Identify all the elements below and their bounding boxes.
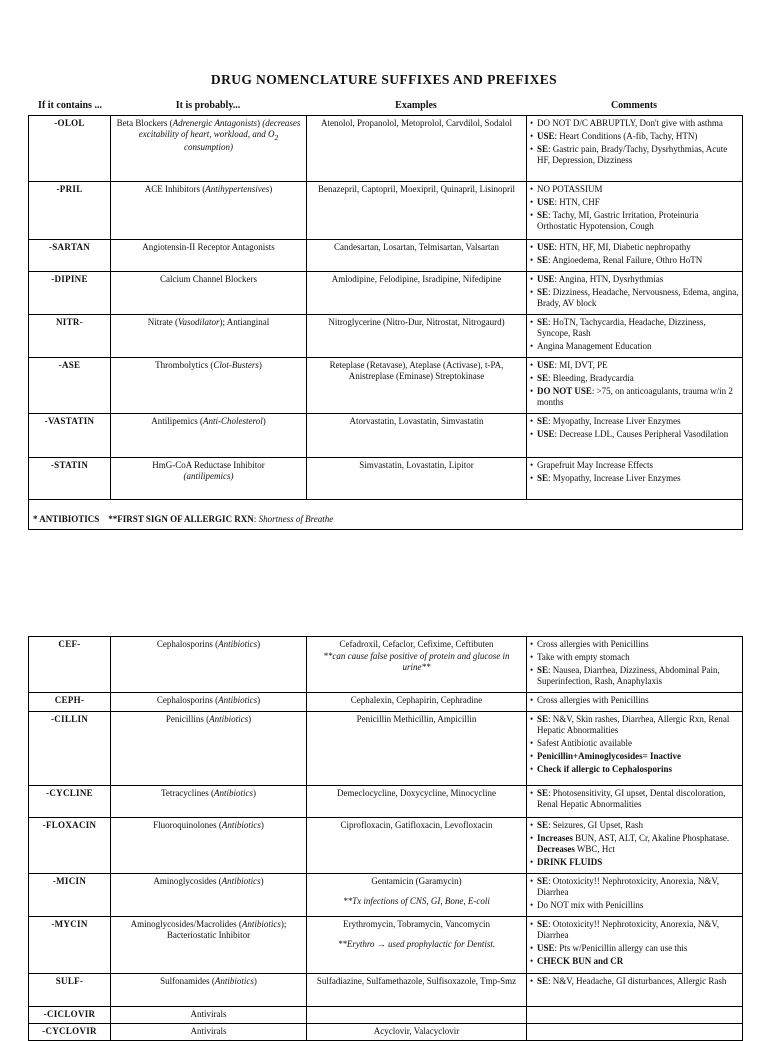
comment-item <box>530 900 739 911</box>
comment-item <box>530 943 739 954</box>
comment-text: : N&V, Headache, GI disturbances, Allergic Rash <box>548 975 727 986</box>
comment-keyword: SE <box>537 787 549 798</box>
comment-text: : Dizziness, Headache, Nervousness, Edema, angina, Brady, AV block <box>537 286 739 308</box>
comment-text: : Photosensitivity, GI upset, Dental discoloration, Renal Hepatic Abnormalities <box>537 787 726 809</box>
probably-text: Antilipemics ( <box>151 415 204 426</box>
comment-item <box>530 751 739 762</box>
table-row <box>29 182 743 240</box>
comments-list <box>530 820 739 868</box>
comment-keyword: USE <box>537 428 555 439</box>
suffix-cell: CEPH- <box>29 692 111 711</box>
comments-list <box>530 242 739 266</box>
suffix-cell: NITR- <box>29 314 111 357</box>
comment-text: : Myopathy, Increase Liver Enzymes <box>548 472 681 483</box>
comments-cell <box>527 457 743 499</box>
probably-text: Tetracyclines ( <box>160 787 215 798</box>
comment-text: Cross allergies with Penicillins <box>537 639 649 649</box>
examples-text: Atorvastatin, Lovastatin, Simvastatin <box>349 415 484 426</box>
comments-list <box>530 876 739 911</box>
comment-item <box>530 144 739 166</box>
examples-note: **Erythro → used prophylactic for Dentist. <box>337 938 496 949</box>
probably-text: Aminoglycosides ( <box>153 875 222 886</box>
table-row <box>29 1023 743 1040</box>
suffix-cell: -CILLIN <box>29 711 111 785</box>
examples-cell <box>307 973 527 1006</box>
comment-keyword: SE <box>537 472 549 483</box>
table-row <box>29 817 743 873</box>
probably-text: Vasodilator <box>177 316 220 327</box>
examples-text: Sulfadiazine, Sulfamethazole, Sulfisoxazole, Tmp-Smz <box>316 975 517 986</box>
comments-cell <box>527 873 743 916</box>
comment-keyword: DO NOT USE <box>537 385 592 396</box>
comment-keyword: Increases <box>537 832 573 843</box>
comment-keyword: SE <box>537 372 549 383</box>
comment-keyword: USE <box>537 273 555 284</box>
comment-item <box>530 976 739 987</box>
suffix-cell: -PRIL <box>29 182 111 240</box>
probably-text: Nitrate ( <box>147 316 178 327</box>
suffix-cell: -STATIN <box>29 457 111 499</box>
comments-list <box>530 788 739 810</box>
examples-cell <box>307 817 527 873</box>
suffix-cell: SULF- <box>29 973 111 1006</box>
examples-cell <box>307 785 527 817</box>
comment-keyword: USE <box>537 130 555 141</box>
examples-text: Nitroglycerine (Nitro-Dur, Nitrostat, Nitrogaurd) <box>328 316 505 327</box>
probably-text: Adrenergic Antagonists <box>172 118 257 128</box>
comments-list <box>530 360 739 408</box>
probably-text: ); Bacteriostatic Inhibitor <box>166 918 287 940</box>
probably-text: Penicillins ( <box>165 713 210 724</box>
comment-keyword: SE <box>537 415 549 426</box>
comment-text: : MI, DVT, PE <box>554 359 608 370</box>
comment-item <box>530 652 739 663</box>
probably-text: ) <box>258 359 262 370</box>
comment-text: : Seizures, GI Upset, Rash <box>548 819 643 830</box>
probably-text: ) <box>269 184 273 194</box>
comments-cell <box>527 271 743 314</box>
comment-keyword: SE <box>537 819 549 830</box>
probably-text: ) <box>262 415 266 426</box>
comment-item <box>530 242 739 253</box>
comment-item <box>530 695 739 706</box>
examples-cell <box>307 240 527 272</box>
comment-keyword: USE <box>537 196 555 207</box>
comments-list <box>530 317 739 352</box>
examples-cell <box>307 116 527 182</box>
comment-keyword: CHECK BUN and CR <box>537 955 624 966</box>
comment-text: Do NOT mix with Penicillins <box>537 899 644 910</box>
table-row <box>29 240 743 272</box>
comment-item <box>530 738 739 749</box>
examples-cell <box>307 457 527 499</box>
comment-keyword: USE <box>537 242 555 252</box>
probably-text: Antibiotics <box>209 713 249 724</box>
header-contains: If it contains ... <box>38 100 102 111</box>
probably-text: ) <box>253 975 257 986</box>
comment-item <box>530 255 739 266</box>
antibiotics-note <box>29 499 743 529</box>
probably-cell <box>111 271 307 314</box>
examples-text: Demeclocycline, Doxycycline, Minocycline <box>337 787 496 798</box>
comment-keyword: SE <box>537 316 549 327</box>
comment-item <box>530 876 739 898</box>
comments-cell <box>527 116 743 182</box>
comment-keyword: DRINK FLUIDS <box>537 856 603 867</box>
comment-item <box>530 386 739 408</box>
probably-text: Calcium Channel Blockers <box>160 273 257 284</box>
examples-cell <box>307 1006 527 1023</box>
comment-keyword: Penicillin+Aminoglycosides= Inactive <box>537 750 682 761</box>
examples-text: Amlodipine, Felodipine, Isradipine, Nifedipine <box>331 273 502 284</box>
table-row <box>29 314 743 357</box>
comment-item <box>530 184 739 195</box>
probably-cell <box>111 785 307 817</box>
comments-cell <box>527 637 743 693</box>
comment-text: Take with empty stomach <box>537 651 630 662</box>
suffix-cell: -MICIN <box>29 873 111 916</box>
comment-item <box>530 820 739 831</box>
probably-cell <box>111 873 307 916</box>
examples-cell <box>307 916 527 973</box>
comment-text: : HTN, HF, MI, Diabetic nephropathy <box>554 242 691 252</box>
suffix-cell: -OLOL <box>29 116 111 182</box>
examples-text: Reteplase (Retavase), Ateplase (Activase), t-PA, Anistreplase (Eminase) Streptokinase <box>329 359 504 381</box>
examples-text: Benazepril, Captopril, Moexipril, Quinapril, Lisinopril <box>318 184 515 194</box>
comment-text: : N&V, Skin rashes, Diarrhea, Allergic Rxn, Renal Hepatic Abnormalities <box>537 713 730 735</box>
comments-list <box>530 976 739 987</box>
probably-cell <box>111 817 307 873</box>
probably-text: 2 <box>274 132 279 142</box>
comment-text: Angina Management Education <box>537 340 652 351</box>
comments-cell <box>527 314 743 357</box>
examples-cell <box>307 271 527 314</box>
comment-item <box>530 473 739 484</box>
comment-text: : Ototoxicity!! Nephrotoxicity, Anorexia, N&V, Diarrhea <box>537 918 719 940</box>
table-row <box>29 116 743 182</box>
probably-text: ) <box>260 875 264 886</box>
comment-keyword: SE <box>537 254 549 265</box>
comment-keyword: USE <box>537 942 555 953</box>
comments-cell <box>527 240 743 272</box>
comments-cell <box>527 785 743 817</box>
comment-item <box>530 857 739 868</box>
probably-text: ) <box>260 819 264 830</box>
header-comments: Comments <box>610 100 658 111</box>
probably-text: HmG-CoA Reductase Inhibitor <box>152 459 265 470</box>
probably-text: Antivirals <box>190 1025 227 1036</box>
probably-text: ACE Inhibitors ( <box>144 184 206 194</box>
comment-item <box>530 118 739 129</box>
probably-text: Aminoglycosides/Macrolides ( <box>130 918 242 929</box>
probably-text: Angiotensin-II Receptor Antagonists <box>142 242 275 252</box>
table-row <box>29 1006 743 1023</box>
comment-text: BUN, AST, ALT, Cr, Akaline Phosphatase. <box>572 832 730 843</box>
probably-text: Anti-Cholesterol <box>203 415 263 426</box>
comment-item <box>530 919 739 941</box>
comment-text: : HTN, CHF <box>554 196 600 207</box>
examples-cell <box>307 413 527 457</box>
comment-text: : Pts w/Penicillin allergy can use this <box>554 942 688 953</box>
comments-cell <box>527 817 743 873</box>
comment-keyword: SE <box>537 918 549 929</box>
probably-cell <box>111 182 307 240</box>
examples-text: Simvastatin, Lovastatin, Lipitor <box>359 459 474 470</box>
comment-keyword: SE <box>537 209 549 220</box>
comment-text: : Angioedema, Renal Failure, Othro HoTN <box>548 254 703 265</box>
probably-text: Sulfonamides ( <box>160 975 215 986</box>
examples-cell <box>307 314 527 357</box>
allergic-rxn-label: **FIRST SIGN OF ALLERGIC RXN <box>108 513 254 524</box>
comment-item <box>530 460 739 471</box>
probably-text: Antibiotics <box>218 639 258 649</box>
comments-list <box>530 416 739 440</box>
comment-item <box>530 833 739 855</box>
comments-cell <box>527 973 743 1006</box>
examples-text: Cephalexin, Cephapirin, Cephradine <box>350 694 483 705</box>
comment-item <box>530 764 739 775</box>
comments-cell <box>527 1023 743 1040</box>
comment-item <box>530 714 739 736</box>
probably-cell <box>111 1023 307 1040</box>
suffix-cell: -CYCLINE <box>29 785 111 817</box>
probably-cell <box>111 116 307 182</box>
probably-cell <box>111 413 307 457</box>
comment-item <box>530 956 739 967</box>
comment-text: : Heart Conditions (A-fib, Tachy, HTN) <box>554 130 698 141</box>
table-row <box>29 271 743 314</box>
table-row <box>29 873 743 916</box>
comment-keyword: USE <box>537 359 555 370</box>
drug-table-cardiac <box>28 115 743 530</box>
allergic-rxn-sign: Shortness of Breathe <box>258 513 334 524</box>
comment-text: : Gastric pain, Brady/Tachy, Dysrhythmias, Acute HF, Depression, Dizziness <box>537 143 728 165</box>
probably-text: Antibiotics <box>241 918 281 929</box>
table-row <box>29 637 743 693</box>
table-row <box>29 457 743 499</box>
probably-text: Antibiotics <box>214 787 254 798</box>
examples-text: Atenolol, Propanolol, Metoprolol, Carvdilol, Sodalol <box>321 118 512 128</box>
table-row <box>29 357 743 413</box>
comment-item <box>530 317 739 339</box>
examples-text: Erythromycin, Tobramycin, Vancomycin <box>342 918 490 929</box>
probably-cell <box>111 711 307 785</box>
probably-text: Cephalosporins ( <box>156 694 219 705</box>
comment-item <box>530 639 739 650</box>
table-row <box>29 692 743 711</box>
comment-item <box>530 788 739 810</box>
comments-cell <box>527 1006 743 1023</box>
examples-cell <box>307 357 527 413</box>
comments-cell <box>527 692 743 711</box>
examples-cell <box>307 711 527 785</box>
probably-cell <box>111 692 307 711</box>
comment-keyword: SE <box>537 713 549 724</box>
suffix-cell: -ASE <box>29 357 111 413</box>
examples-note: **Tx infections of CNS, GI, Bone, E-coli <box>343 895 490 906</box>
probably-text: ) <box>257 639 261 649</box>
examples-text: Candesartan, Losartan, Telmisartan, Valsartan <box>334 242 499 252</box>
table-row <box>29 973 743 1006</box>
probably-text: Antibiotics <box>221 875 261 886</box>
examples-cell <box>307 182 527 240</box>
table-row <box>29 413 743 457</box>
comment-text: : Bleeding, Bradycardia <box>548 372 634 383</box>
suffix-cell: -FLOXACIN <box>29 817 111 873</box>
probably-cell <box>111 916 307 973</box>
comment-item <box>530 416 739 427</box>
comment-text: : Ototoxicity!! Nephrotoxicity, Anorexia, N&V, Diarrhea <box>537 875 719 897</box>
probably-cell <box>111 973 307 1006</box>
comments-list <box>530 460 739 484</box>
comment-item <box>530 360 739 371</box>
comment-keyword: Decreases <box>537 843 575 854</box>
suffix-cell: -VASTATIN <box>29 413 111 457</box>
probably-text: Antibiotics <box>221 819 261 830</box>
comments-list <box>530 695 739 706</box>
comment-text: Grapefruit May Increase Effects <box>537 459 654 470</box>
comment-item <box>530 373 739 384</box>
comment-item <box>530 665 739 687</box>
examples-text: Penicillin Methicillin, Ampicillin <box>356 713 477 724</box>
comment-text: : >75, on anticoagulants, trauma w/in 2 months <box>537 385 733 407</box>
comment-keyword: SE <box>537 664 549 675</box>
suffix-cell: -SARTAN <box>29 240 111 272</box>
comment-text: WBC, Hct <box>574 843 615 854</box>
comment-text: : Angina, HTN, Dysrhythmias <box>554 273 664 284</box>
examples-note: **can cause false positive of protein and glucose in urine** <box>323 650 510 672</box>
probably-text: ) <box>257 694 261 705</box>
comment-keyword: Check if allergic to Cephalosporins <box>537 763 672 774</box>
probably-cell <box>111 357 307 413</box>
probably-text: Fluoroquinolones ( <box>153 819 222 830</box>
probably-text: ) <box>257 118 263 128</box>
comment-text: Safest Antibiotic available <box>537 737 632 748</box>
suffix-cell: CEF- <box>29 637 111 693</box>
comment-item <box>530 131 739 142</box>
header-probably: It is probably... <box>175 100 241 111</box>
comment-keyword: SE <box>537 143 549 154</box>
probably-text: ) <box>248 713 252 724</box>
antibiotics-note-row <box>29 499 743 529</box>
suffix-cell: -MYCIN <box>29 916 111 973</box>
comment-item <box>530 429 739 440</box>
table-row <box>29 711 743 785</box>
comments-cell <box>527 182 743 240</box>
comment-item <box>530 287 739 309</box>
probably-text: consumption) <box>184 141 233 152</box>
comment-item <box>530 197 739 208</box>
examples-cell <box>307 692 527 711</box>
comments-list <box>530 118 739 166</box>
probably-text: Antivirals <box>190 1008 227 1019</box>
probably-cell <box>111 314 307 357</box>
comment-text: Cross allergies with Penicillins <box>537 694 649 705</box>
comments-cell <box>527 711 743 785</box>
comment-text: : Myopathy, Increase Liver Enzymes <box>548 415 681 426</box>
probably-cell <box>111 240 307 272</box>
suffix-cell: -DIPINE <box>29 271 111 314</box>
comments-list <box>530 274 739 309</box>
allergic-rxn-colon: : <box>253 513 259 524</box>
comments-cell <box>527 413 743 457</box>
probably-text: Thrombolytics ( <box>155 359 214 370</box>
probably-text: Clot-Busters <box>213 359 259 370</box>
comment-keyword: SE <box>537 286 549 297</box>
suffix-cell: -CICLOVIR <box>29 1006 111 1023</box>
probably-text: (decreases excitability of heart, workload, and O <box>138 118 301 139</box>
comment-text: NO POTASSIUM <box>537 184 603 194</box>
examples-text: Acyclovir, Valacyclovir <box>373 1025 460 1036</box>
examples-text: Ciprofloxacin, Gatifloxacin, Levofloxacin <box>340 819 493 830</box>
table-row <box>29 916 743 973</box>
probably-cell <box>111 1006 307 1023</box>
probably-text: Antihypertensives <box>205 184 270 194</box>
examples-text: Cefadroxil, Cefaclor, Cefixime, Ceftibuten <box>339 639 494 649</box>
probably-text: ) <box>253 787 257 798</box>
comment-text: : Nausea, Diarrhea, Dizziness, Abdominal Pain, Superinfection, Rash, Anaphylaxis <box>537 664 720 686</box>
comments-cell <box>527 916 743 973</box>
comment-item <box>530 341 739 352</box>
examples-cell <box>307 637 527 693</box>
comments-list <box>530 919 739 967</box>
comments-list <box>530 639 739 687</box>
table-row <box>29 785 743 817</box>
probably-text: Cephalosporins ( <box>156 639 219 649</box>
examples-cell <box>307 873 527 916</box>
comment-keyword: SE <box>537 975 549 986</box>
comment-text: : HoTN, Tachycardia, Headache, Dizziness, Syncope, Rash <box>537 316 706 338</box>
header-examples: Examples <box>395 100 437 111</box>
examples-text: Gentamicin (Garamycin) <box>371 875 462 886</box>
comments-list <box>530 184 739 232</box>
comment-text: DO NOT D/C ABRUPTLY, Don't give with asthma <box>537 118 723 128</box>
comments-cell <box>527 357 743 413</box>
comment-item <box>530 210 739 232</box>
comment-text: : Tachy, MI, Gastric Irritation, Proteinuria Orthostatic Hypotension, Cough <box>537 209 699 231</box>
antibiotics-label: * ANTIBIOTICS <box>33 513 100 524</box>
document-title: DRUG NOMENCLATURE SUFFIXES AND PREFIXES <box>210 72 558 87</box>
probably-cell <box>111 637 307 693</box>
drug-table-antibiotics <box>28 636 743 1041</box>
probably-text: ); Antianginal <box>219 316 270 327</box>
examples-cell <box>307 1023 527 1040</box>
probably-text: (antilipemics) <box>183 470 234 481</box>
comment-text: : Decrease LDL, Causes Peripheral Vasodilation <box>554 428 729 439</box>
comment-keyword: SE <box>537 875 549 886</box>
probably-cell <box>111 457 307 499</box>
comment-item <box>530 274 739 285</box>
comments-list <box>530 714 739 775</box>
probably-text: Antibiotics <box>214 975 254 986</box>
probably-text: Antibiotics <box>218 694 258 705</box>
probably-text: Beta Blockers ( <box>116 118 173 128</box>
suffix-cell: -CYCLOVIR <box>29 1023 111 1040</box>
